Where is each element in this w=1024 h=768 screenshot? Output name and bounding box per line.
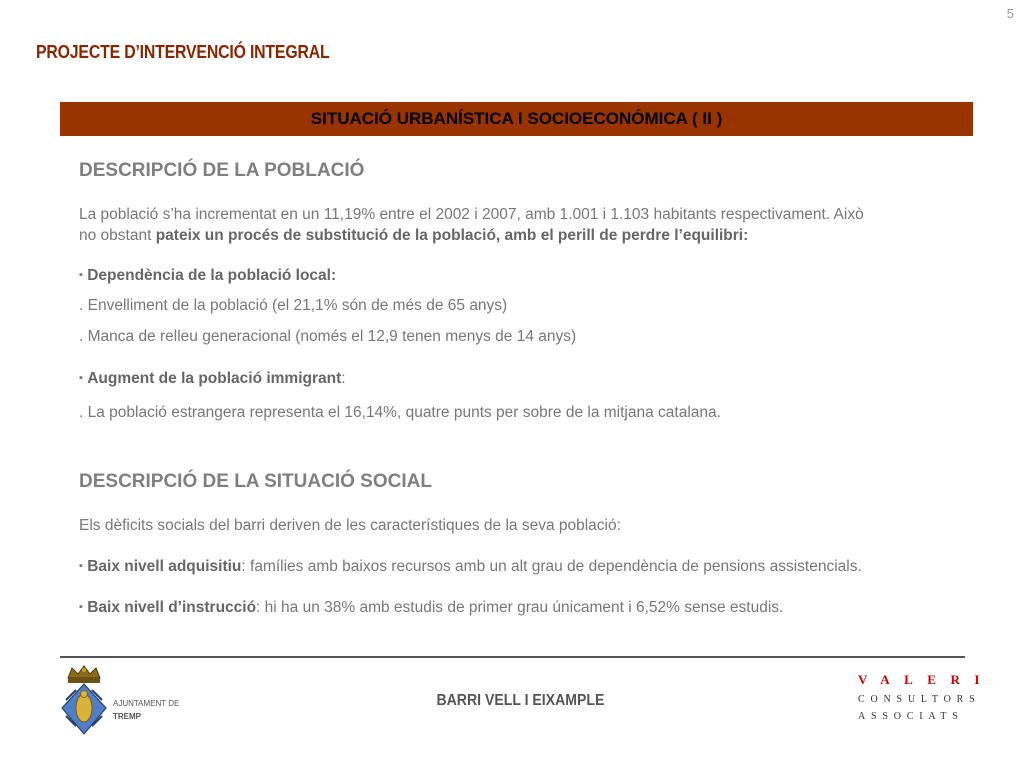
relleu-line <box>79 326 959 347</box>
poblacio-heading: DESCRIPCIÓ DE LA POBLACIÓ <box>79 160 365 181</box>
ajuntament-line2: TREMP <box>113 712 141 721</box>
valeri-logo-line3: ASSOCIATS <box>858 711 964 722</box>
relleu-text: . Manca de relleu generacional (només el 12,9 tenen menys de 14 anys) <box>79 328 577 345</box>
section-banner <box>60 102 973 136</box>
bullet-icon: ▪ <box>79 269 83 281</box>
valeri-logo-line2: CONSULTORS <box>858 694 981 705</box>
social-intro: Els dèficits socials del barri deriven de les característiques de la seva població: <box>79 517 621 534</box>
immigrant-bullet <box>79 368 959 389</box>
dependencia-bullet <box>79 265 959 286</box>
valeri-logo-line1: VALERI <box>858 672 994 687</box>
valeri-logo <box>858 672 994 722</box>
estrangera-text: . La població estrangera representa el 16,14%, quatre punts per sobre de la mitjana catalana. <box>79 404 721 421</box>
poblacio-section <box>79 160 959 182</box>
estrangera-line <box>79 402 959 423</box>
immigrant-title-line <box>79 368 959 389</box>
social-heading: DESCRIPCIÓ DE LA SITUACIÓ SOCIAL <box>79 471 432 492</box>
bullet-icon: ▪ <box>79 601 83 613</box>
poblacio-intro-line2 <box>79 225 959 246</box>
adquisitiu-text: : famílies amb baixos recursos amb un alt grau de dependència de pensions assistencials. <box>241 558 862 575</box>
instruccio-bullet <box>79 597 959 618</box>
envelliment-text: . Envelliment de la població (el 21,1% són de més de 65 anys) <box>79 297 508 314</box>
envelliment-line <box>79 295 959 316</box>
instruccio-line <box>79 597 959 618</box>
immigrant-title: Augment de la població immigrant <box>87 370 342 387</box>
document-title: PROJECTE D’INTERVENCIÓ INTEGRAL <box>36 42 330 62</box>
adquisitiu-line <box>79 556 959 577</box>
instruccio-text: : hi ha un 38% amb estudis de primer grau únicament i 6,52% sense estudis. <box>256 599 784 616</box>
bullet-icon: ▪ <box>79 560 83 572</box>
dependencia-title: Dependència de la població local: <box>87 267 337 284</box>
social-section <box>79 471 959 493</box>
poblacio-intro-plain: no obstant <box>79 227 156 244</box>
footer-center-text: BARRI VELL I EIXAMPLE <box>436 692 604 709</box>
page-number: 5 <box>1006 6 1014 21</box>
poblacio-intro <box>79 204 959 246</box>
adquisitiu-bullet <box>79 556 959 577</box>
footer-divider <box>60 656 965 658</box>
dependencia-title-line <box>79 265 959 286</box>
immigrant-colon: : <box>341 370 346 387</box>
ajuntament-line1: AJUNTAMENT DE <box>113 699 180 708</box>
social-intro-line <box>79 515 959 536</box>
adquisitiu-title: Baix nivell adquisitiu <box>87 558 242 575</box>
bullet-icon: ▪ <box>79 372 83 384</box>
poblacio-intro-bold: pateix un procés de substitució de la població, amb el perill de perdre l’equilibri: <box>155 227 749 244</box>
section-title: SITUACIÓ URBANÍSTICA I SOCIOECONÓMICA ( II ) <box>310 109 723 128</box>
poblacio-intro-line1: La població s’ha incrementat en un 11,19% entre el 2002 i 2007, amb 1.001 i 1.103 habitants respectivament. Això <box>79 206 864 223</box>
instruccio-title: Baix nivell d’instrucció <box>87 599 257 616</box>
